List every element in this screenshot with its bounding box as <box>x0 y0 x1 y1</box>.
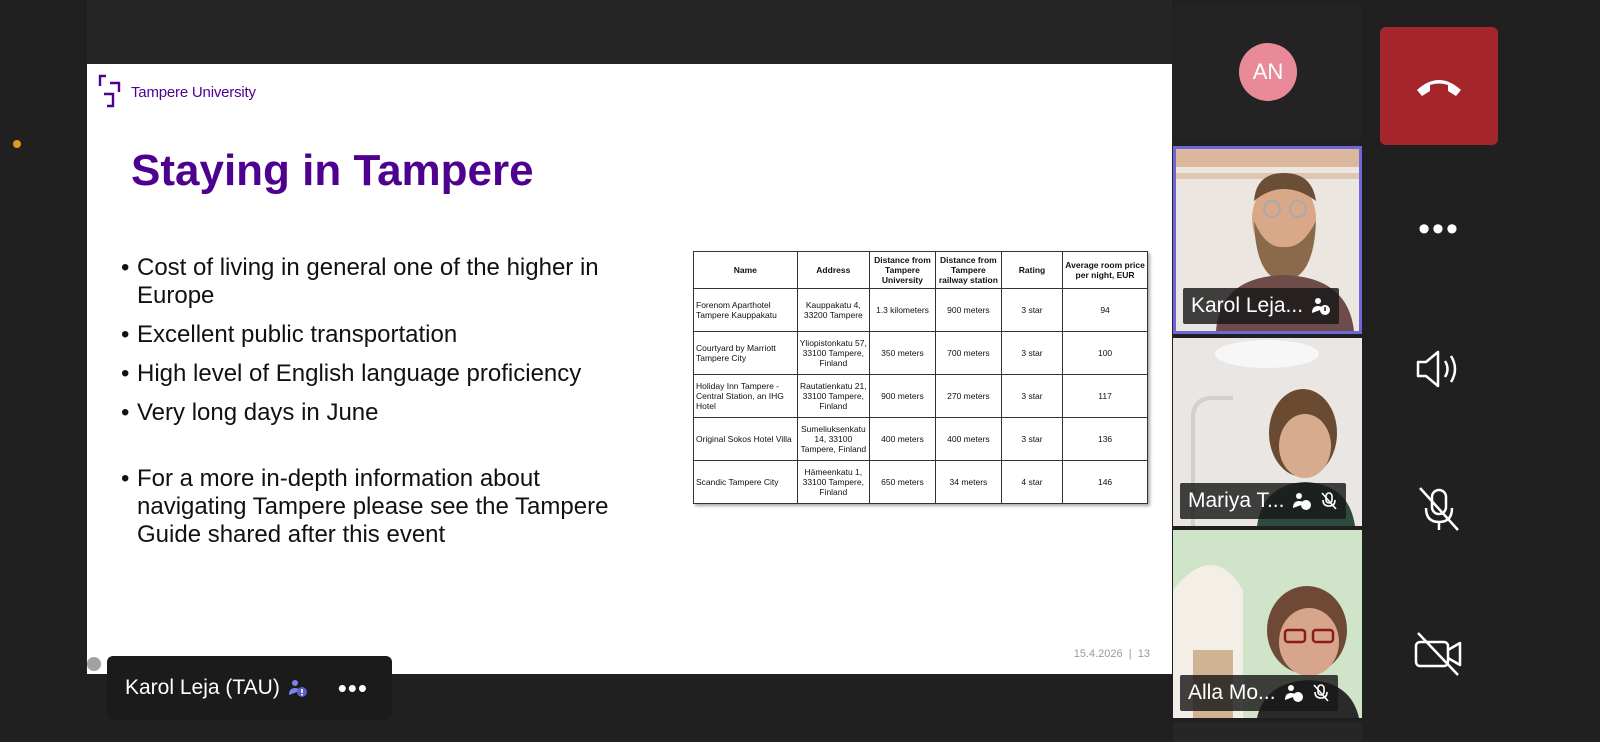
footer-separator: | <box>1128 648 1132 660</box>
slide-number: 13 <box>1137 648 1150 660</box>
mic-off-icon <box>1320 491 1338 511</box>
table-cell: Kauppakatu 4, 33200 Tampere <box>797 289 869 332</box>
table-cell: 146 <box>1063 461 1148 504</box>
avatar: AN <box>1239 43 1297 101</box>
table-header: Rating <box>1001 252 1062 289</box>
slide-title: Staying in Tampere <box>131 146 534 195</box>
more-options-button[interactable]: ••• <box>1418 209 1460 248</box>
table-header: Distance from Tampere University <box>869 252 935 289</box>
table-cell: 900 meters <box>869 375 935 418</box>
mic-off-icon <box>1312 683 1330 703</box>
shared-slide <box>87 64 1172 674</box>
status-icon <box>1292 491 1312 511</box>
hang-up-icon <box>1414 74 1464 98</box>
table-cell: Sumeliuksenkatu 14, 33100 Tampere, Finland <box>797 418 869 461</box>
bullet-item: • Excellent public transportation <box>121 321 651 349</box>
presenter-bar <box>107 656 392 720</box>
table-cell: Courtyard by Marriott Tampere City <box>694 332 798 375</box>
table-header: Distance from Tampere railway station <box>935 252 1001 289</box>
status-icon <box>1284 683 1304 703</box>
participant-tile-alla[interactable] <box>1173 530 1362 718</box>
participant-name: Karol Leja... <box>1191 294 1304 317</box>
slide-footer <box>1074 648 1150 660</box>
table-cell: 100 <box>1063 332 1148 375</box>
table-cell: 1.3 kilometers <box>869 289 935 332</box>
university-logo <box>97 74 256 110</box>
table-cell: 900 meters <box>935 289 1001 332</box>
participant-name-label <box>1180 483 1346 519</box>
presenter-status-icon <box>288 678 308 698</box>
table-cell: 650 meters <box>869 461 935 504</box>
participant-name-label <box>1180 675 1338 711</box>
logo-mark-icon <box>97 74 127 110</box>
table-cell: 400 meters <box>935 418 1001 461</box>
participant-tile-mariya[interactable] <box>1173 338 1362 526</box>
table-cell: 4 star <box>1001 461 1062 504</box>
back-arrow-icon[interactable] <box>87 657 101 671</box>
table-cell: 3 star <box>1001 289 1062 332</box>
table-cell: Holiday Inn Tampere - Central Station, an IHG Hotel <box>694 375 798 418</box>
table-header: Address <box>797 252 869 289</box>
slide-date: 15.4.2026 <box>1073 648 1123 660</box>
table-row <box>694 375 1148 418</box>
bullet-list <box>121 254 651 560</box>
table-cell: 270 meters <box>935 375 1001 418</box>
microphone-toggle-button[interactable] <box>1410 480 1468 538</box>
table-cell: Hämeenkatu 1, 33100 Tampere, Finland <box>797 461 869 504</box>
table-cell: Yliopistonkatu 57, 33100 Tampere, Finland <box>797 332 869 375</box>
mic-off-icon <box>1414 484 1464 534</box>
table-cell: 3 star <box>1001 332 1062 375</box>
table-cell: 350 meters <box>869 332 935 375</box>
bullet-item: • For a more in-depth information about navigating Tampere please see the Tampere Guide shared after this event <box>121 465 651 549</box>
table-row <box>694 332 1148 375</box>
presenter-name: Karol Leja (TAU) <box>125 676 280 699</box>
table-header: Average room price per night, EUR <box>1063 252 1148 289</box>
table-cell: 34 meters <box>935 461 1001 504</box>
table-cell: 94 <box>1063 289 1148 332</box>
bullet-item: • Very long days in June <box>121 399 651 427</box>
camera-off-icon <box>1412 631 1466 677</box>
raised-hand-status-icon <box>1311 296 1331 316</box>
table-cell: 400 meters <box>869 418 935 461</box>
table-cell: Scandic Tampere City <box>694 461 798 504</box>
speaker-icon <box>1414 347 1464 391</box>
participant-name-label <box>1183 288 1339 324</box>
table-row <box>694 418 1148 461</box>
table-header-row <box>694 252 1148 289</box>
table-row <box>694 289 1148 332</box>
table-cell: 3 star <box>1001 375 1062 418</box>
table-header: Name <box>694 252 798 289</box>
table-cell: Forenom Aparthotel Tampere Kauppakatu <box>694 289 798 332</box>
participant-tile-an[interactable] <box>1173 2 1362 140</box>
speaker-button[interactable] <box>1410 340 1468 398</box>
table-cell: Rautatienkatu 21, 33100 Tampere, Finland <box>797 375 869 418</box>
table-cell: Original Sokos Hotel Villa <box>694 418 798 461</box>
bullet-item: • High level of English language proficiency <box>121 360 651 388</box>
presenter-more-button[interactable]: ••• <box>337 672 368 703</box>
participant-name: Alla Mo... <box>1188 681 1276 704</box>
notification-dot <box>13 140 21 148</box>
bullet-item: • Cost of living in general one of the higher in Europe <box>121 254 651 310</box>
logo-text: Tampere University <box>131 83 256 101</box>
table-cell: 117 <box>1063 375 1148 418</box>
participant-tile-overflow[interactable] <box>1173 722 1362 742</box>
top-strip <box>87 0 1172 64</box>
camera-toggle-button[interactable] <box>1410 625 1468 683</box>
table-cell: 700 meters <box>935 332 1001 375</box>
table-row <box>694 461 1148 504</box>
participant-tile-karol[interactable] <box>1173 146 1362 334</box>
end-call-button[interactable] <box>1380 27 1498 145</box>
hotels-table <box>693 251 1148 504</box>
table-cell: 136 <box>1063 418 1148 461</box>
table-cell: 3 star <box>1001 418 1062 461</box>
participant-name: Mariya T... <box>1188 489 1285 512</box>
